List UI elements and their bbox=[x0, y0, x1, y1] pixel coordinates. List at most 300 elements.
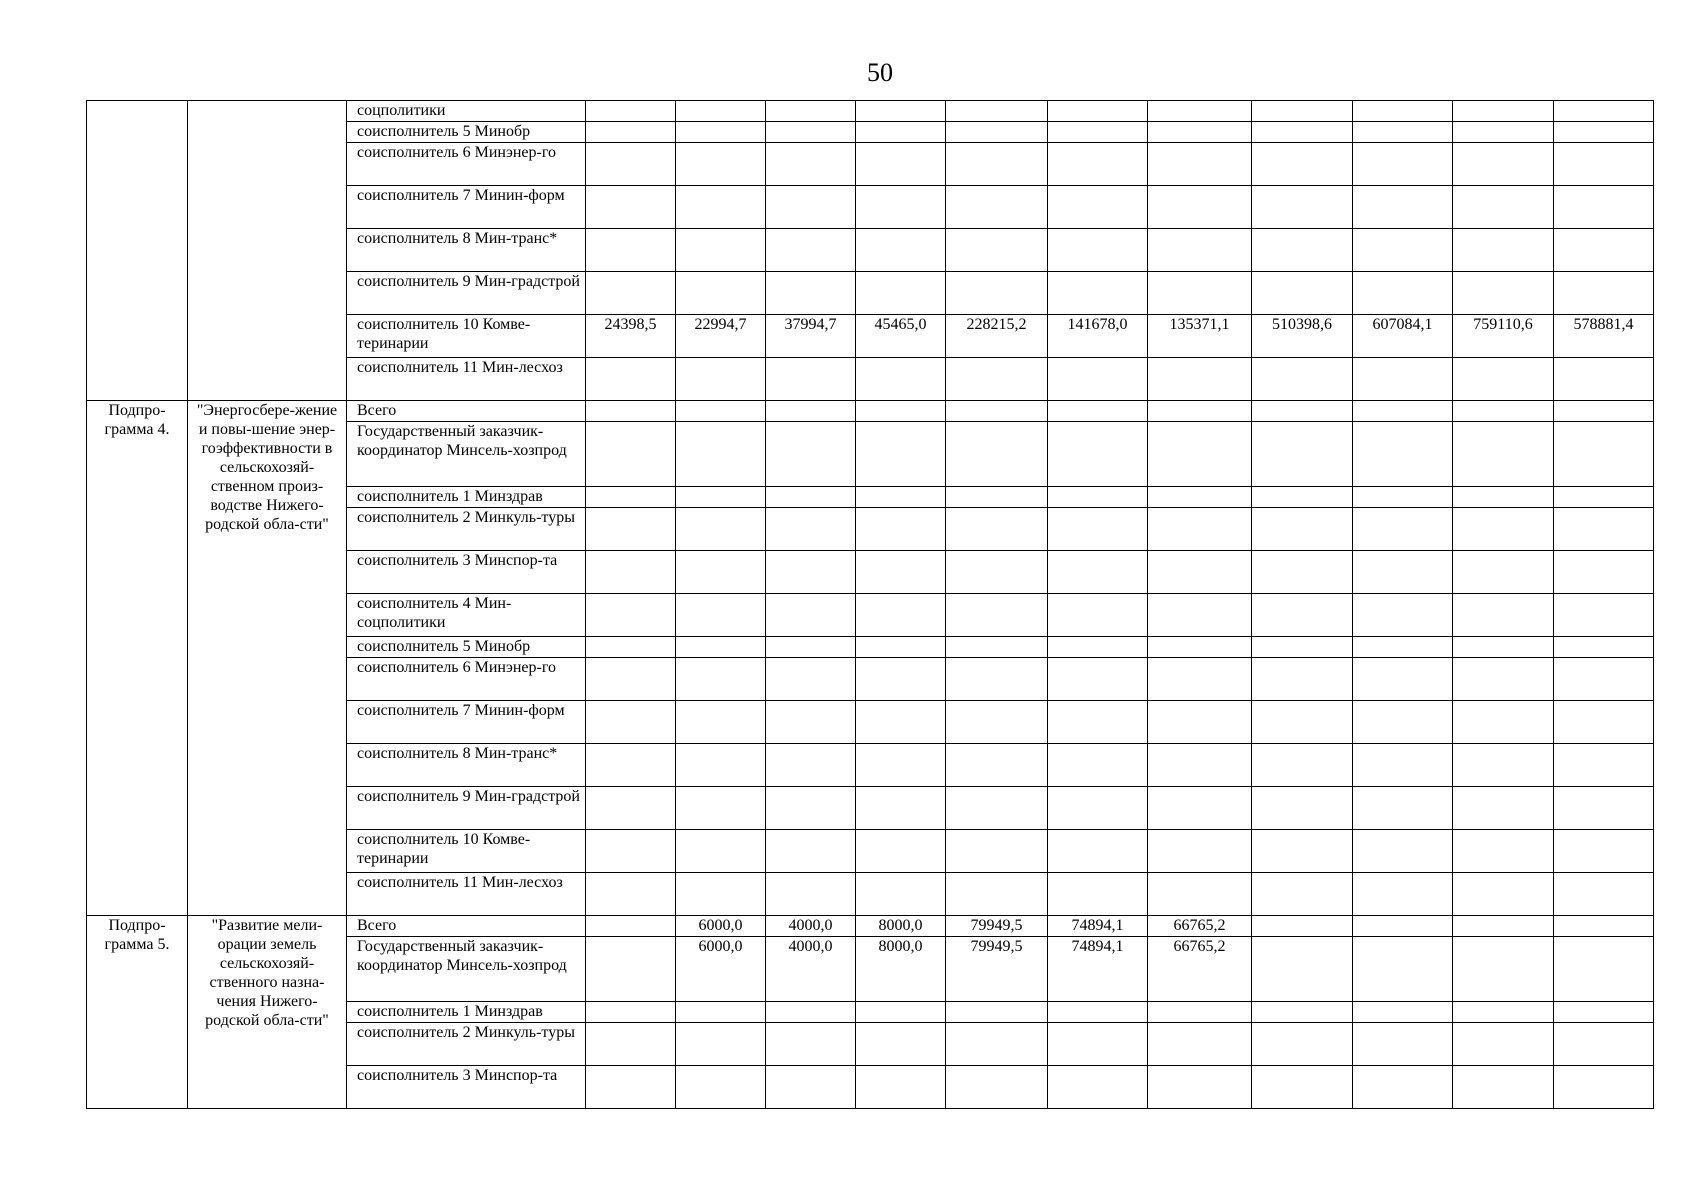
value-cell bbox=[676, 551, 766, 594]
value-cell bbox=[1353, 551, 1453, 594]
value-cell bbox=[1554, 594, 1654, 637]
value-cell: 141678,0 bbox=[1048, 315, 1148, 358]
value-cell bbox=[946, 744, 1048, 787]
value-cell bbox=[676, 1002, 766, 1023]
value-cell bbox=[946, 594, 1048, 637]
value-cell bbox=[1148, 143, 1252, 186]
value-cell bbox=[1353, 1002, 1453, 1023]
table-row bbox=[87, 916, 1654, 937]
value-cell bbox=[676, 787, 766, 830]
value-cell bbox=[676, 487, 766, 508]
value-cell bbox=[856, 1066, 946, 1109]
value-cell bbox=[1148, 487, 1252, 508]
value-cell bbox=[1353, 744, 1453, 787]
value-cell bbox=[766, 101, 856, 122]
value-cell bbox=[1148, 873, 1252, 916]
value-cell bbox=[1252, 916, 1353, 937]
value-cell bbox=[676, 358, 766, 401]
value-cell bbox=[1252, 594, 1353, 637]
value-cell bbox=[1252, 1023, 1353, 1066]
value-cell bbox=[1353, 358, 1453, 401]
value-cell: 8000,0 bbox=[856, 937, 946, 1002]
value-cell bbox=[1554, 658, 1654, 701]
value-cell bbox=[856, 701, 946, 744]
value-cell bbox=[1252, 1002, 1353, 1023]
executor-cell: соисполнитель 10 Комве-теринарии bbox=[347, 315, 586, 358]
value-cell bbox=[1148, 272, 1252, 315]
value-cell bbox=[1048, 401, 1148, 422]
value-cell bbox=[766, 787, 856, 830]
value-cell bbox=[856, 873, 946, 916]
value-cell bbox=[1252, 422, 1353, 487]
value-cell bbox=[586, 101, 676, 122]
value-cell: 24398,5 bbox=[586, 315, 676, 358]
value-cell bbox=[1554, 873, 1654, 916]
executor-cell: соисполнитель 9 Мин-градстрой bbox=[347, 787, 586, 830]
value-cell bbox=[1252, 1066, 1353, 1109]
value-cell bbox=[766, 272, 856, 315]
value-cell bbox=[586, 873, 676, 916]
value-cell bbox=[1048, 508, 1148, 551]
value-cell bbox=[1148, 229, 1252, 272]
value-cell bbox=[1148, 401, 1252, 422]
value-cell bbox=[1252, 358, 1353, 401]
value-cell bbox=[1148, 701, 1252, 744]
value-cell bbox=[1048, 701, 1148, 744]
value-cell bbox=[676, 401, 766, 422]
value-cell: 228215,2 bbox=[946, 315, 1048, 358]
value-cell bbox=[946, 229, 1048, 272]
executor-cell: соисполнитель 3 Минспор-та bbox=[347, 551, 586, 594]
value-cell bbox=[1353, 101, 1453, 122]
value-cell bbox=[1048, 101, 1148, 122]
value-cell bbox=[856, 272, 946, 315]
value-cell bbox=[1453, 143, 1554, 186]
value-cell bbox=[766, 551, 856, 594]
value-cell bbox=[1048, 830, 1148, 873]
value-cell bbox=[1353, 186, 1453, 229]
value-cell bbox=[586, 744, 676, 787]
value-cell bbox=[1453, 1002, 1554, 1023]
value-cell bbox=[676, 658, 766, 701]
value-cell: 45465,0 bbox=[856, 315, 946, 358]
value-cell bbox=[946, 1066, 1048, 1109]
value-cell bbox=[766, 358, 856, 401]
value-cell bbox=[1453, 272, 1554, 315]
table-row bbox=[87, 401, 1654, 422]
value-cell bbox=[1453, 744, 1554, 787]
value-cell bbox=[1048, 186, 1148, 229]
value-cell bbox=[1048, 358, 1148, 401]
value-cell bbox=[1554, 508, 1654, 551]
value-cell bbox=[766, 143, 856, 186]
value-cell bbox=[1048, 787, 1148, 830]
value-cell bbox=[1252, 873, 1353, 916]
value-cell bbox=[1148, 186, 1252, 229]
value-cell bbox=[586, 916, 676, 937]
value-cell bbox=[586, 830, 676, 873]
value-cell bbox=[1148, 422, 1252, 487]
value-cell bbox=[1453, 787, 1554, 830]
subprogram-number: Подпро-грамма 4. bbox=[87, 401, 188, 916]
value-cell bbox=[1048, 658, 1148, 701]
value-cell bbox=[1353, 401, 1453, 422]
value-cell bbox=[856, 508, 946, 551]
executor-cell: соисполнитель 11 Мин-лесхоз bbox=[347, 873, 586, 916]
value-cell bbox=[1252, 937, 1353, 1002]
value-cell bbox=[946, 401, 1048, 422]
value-cell bbox=[1353, 272, 1453, 315]
executor-cell: соисполнитель 5 Минобр bbox=[347, 122, 586, 143]
value-cell bbox=[1148, 744, 1252, 787]
value-cell bbox=[766, 1002, 856, 1023]
value-cell bbox=[1554, 229, 1654, 272]
value-cell bbox=[1048, 1002, 1148, 1023]
value-cell bbox=[856, 229, 946, 272]
value-cell: 6000,0 bbox=[676, 937, 766, 1002]
value-cell bbox=[1048, 744, 1148, 787]
value-cell bbox=[1554, 358, 1654, 401]
value-cell bbox=[1048, 143, 1148, 186]
value-cell bbox=[766, 744, 856, 787]
value-cell bbox=[766, 487, 856, 508]
value-cell bbox=[1353, 122, 1453, 143]
value-cell bbox=[1048, 1023, 1148, 1066]
value-cell bbox=[1353, 487, 1453, 508]
value-cell bbox=[946, 551, 1048, 594]
subprogram-number: Подпро-грамма 5. bbox=[87, 916, 188, 1109]
value-cell bbox=[1048, 272, 1148, 315]
value-cell bbox=[1453, 508, 1554, 551]
executor-cell: соисполнитель 10 Комве-теринарии bbox=[347, 830, 586, 873]
value-cell bbox=[946, 422, 1048, 487]
value-cell bbox=[1453, 358, 1554, 401]
executor-cell: Всего bbox=[347, 916, 586, 937]
value-cell: 510398,6 bbox=[1252, 315, 1353, 358]
value-cell bbox=[1453, 1066, 1554, 1109]
subprogram-title bbox=[188, 101, 347, 401]
value-cell bbox=[1252, 787, 1353, 830]
value-cell bbox=[1554, 101, 1654, 122]
value-cell bbox=[1252, 830, 1353, 873]
value-cell bbox=[856, 358, 946, 401]
value-cell bbox=[946, 487, 1048, 508]
value-cell bbox=[1048, 637, 1148, 658]
value-cell bbox=[586, 1023, 676, 1066]
value-cell bbox=[1148, 508, 1252, 551]
value-cell bbox=[586, 1002, 676, 1023]
value-cell bbox=[1353, 143, 1453, 186]
subprogram-number bbox=[87, 101, 188, 401]
value-cell bbox=[1252, 186, 1353, 229]
value-cell bbox=[946, 658, 1048, 701]
value-cell bbox=[766, 701, 856, 744]
value-cell bbox=[676, 830, 766, 873]
value-cell bbox=[856, 594, 946, 637]
value-cell bbox=[856, 1002, 946, 1023]
value-cell bbox=[1252, 637, 1353, 658]
value-cell bbox=[946, 787, 1048, 830]
value-cell bbox=[946, 830, 1048, 873]
value-cell bbox=[1048, 422, 1148, 487]
value-cell bbox=[946, 1002, 1048, 1023]
value-cell bbox=[946, 122, 1048, 143]
value-cell bbox=[1453, 830, 1554, 873]
value-cell bbox=[676, 143, 766, 186]
executor-cell: соисполнитель 2 Минкуль-туры bbox=[347, 508, 586, 551]
value-cell bbox=[1353, 916, 1453, 937]
value-cell: 759110,6 bbox=[1453, 315, 1554, 358]
value-cell bbox=[1252, 122, 1353, 143]
value-cell bbox=[766, 658, 856, 701]
value-cell bbox=[586, 594, 676, 637]
value-cell bbox=[1148, 358, 1252, 401]
executor-cell: соисполнитель 9 Мин-градстрой bbox=[347, 272, 586, 315]
value-cell bbox=[1048, 1066, 1148, 1109]
value-cell bbox=[766, 873, 856, 916]
value-cell bbox=[1554, 830, 1654, 873]
value-cell bbox=[1148, 594, 1252, 637]
value-cell bbox=[1554, 122, 1654, 143]
value-cell bbox=[586, 143, 676, 186]
value-cell bbox=[586, 487, 676, 508]
executor-cell: соисполнитель 4 Мин-соцполитики bbox=[347, 594, 586, 637]
value-cell bbox=[1453, 916, 1554, 937]
value-cell bbox=[676, 1066, 766, 1109]
value-cell bbox=[1554, 916, 1654, 937]
value-cell bbox=[766, 1023, 856, 1066]
executor-cell: соцполитики bbox=[347, 101, 586, 122]
value-cell bbox=[1252, 744, 1353, 787]
value-cell bbox=[1353, 594, 1453, 637]
value-cell bbox=[1453, 422, 1554, 487]
value-cell bbox=[676, 122, 766, 143]
value-cell bbox=[1353, 422, 1453, 487]
executor-cell: соисполнитель 8 Мин-транс* bbox=[347, 229, 586, 272]
value-cell bbox=[856, 1023, 946, 1066]
value-cell bbox=[856, 401, 946, 422]
executor-cell: соисполнитель 8 Мин-транс* bbox=[347, 744, 586, 787]
value-cell bbox=[586, 229, 676, 272]
value-cell bbox=[586, 551, 676, 594]
value-cell bbox=[586, 1066, 676, 1109]
value-cell bbox=[1453, 401, 1554, 422]
value-cell bbox=[1453, 551, 1554, 594]
value-cell bbox=[856, 101, 946, 122]
value-cell bbox=[586, 401, 676, 422]
value-cell bbox=[946, 101, 1048, 122]
executor-cell: соисполнитель 5 Минобр bbox=[347, 637, 586, 658]
value-cell bbox=[1554, 744, 1654, 787]
executor-cell: Государственный заказчик-координатор Минсель-хозпрод bbox=[347, 422, 586, 487]
value-cell bbox=[946, 272, 1048, 315]
value-cell bbox=[1148, 658, 1252, 701]
value-cell bbox=[1148, 1023, 1252, 1066]
value-cell bbox=[1252, 401, 1353, 422]
value-cell bbox=[676, 508, 766, 551]
value-cell bbox=[766, 594, 856, 637]
value-cell bbox=[1453, 1023, 1554, 1066]
value-cell bbox=[856, 744, 946, 787]
value-cell bbox=[856, 143, 946, 186]
budget-table bbox=[86, 100, 1654, 1109]
value-cell bbox=[1353, 787, 1453, 830]
value-cell bbox=[1252, 658, 1353, 701]
value-cell bbox=[1453, 937, 1554, 1002]
value-cell bbox=[1554, 1066, 1654, 1109]
value-cell bbox=[1148, 101, 1252, 122]
value-cell bbox=[1353, 1023, 1453, 1066]
value-cell bbox=[1353, 637, 1453, 658]
value-cell bbox=[1353, 830, 1453, 873]
table-row bbox=[87, 101, 1654, 122]
value-cell bbox=[946, 873, 1048, 916]
value-cell bbox=[1554, 1023, 1654, 1066]
value-cell bbox=[676, 229, 766, 272]
value-cell bbox=[586, 272, 676, 315]
value-cell bbox=[856, 186, 946, 229]
value-cell bbox=[946, 358, 1048, 401]
value-cell bbox=[1048, 873, 1148, 916]
value-cell bbox=[586, 701, 676, 744]
value-cell bbox=[1453, 701, 1554, 744]
value-cell bbox=[1554, 186, 1654, 229]
value-cell bbox=[766, 186, 856, 229]
value-cell bbox=[1453, 229, 1554, 272]
executor-cell: соисполнитель 7 Минин-форм bbox=[347, 186, 586, 229]
value-cell bbox=[586, 637, 676, 658]
value-cell bbox=[946, 701, 1048, 744]
value-cell bbox=[1554, 787, 1654, 830]
value-cell bbox=[1554, 272, 1654, 315]
value-cell bbox=[1252, 701, 1353, 744]
value-cell bbox=[1453, 101, 1554, 122]
value-cell bbox=[1554, 487, 1654, 508]
value-cell bbox=[1453, 637, 1554, 658]
value-cell bbox=[766, 830, 856, 873]
executor-cell: соисполнитель 1 Минздрав bbox=[347, 1002, 586, 1023]
value-cell bbox=[1453, 122, 1554, 143]
value-cell bbox=[586, 787, 676, 830]
value-cell bbox=[1353, 873, 1453, 916]
value-cell bbox=[586, 122, 676, 143]
value-cell bbox=[946, 143, 1048, 186]
page-number: 50 bbox=[867, 58, 893, 87]
value-cell bbox=[676, 873, 766, 916]
value-cell: 22994,7 bbox=[676, 315, 766, 358]
value-cell bbox=[946, 186, 1048, 229]
value-cell bbox=[946, 1023, 1048, 1066]
value-cell bbox=[946, 637, 1048, 658]
value-cell bbox=[676, 422, 766, 487]
value-cell bbox=[856, 637, 946, 658]
value-cell bbox=[856, 830, 946, 873]
value-cell bbox=[856, 122, 946, 143]
value-cell bbox=[1554, 637, 1654, 658]
subprogram-title: "Энергосбере-жение и повы-шение энер-гоэффективности в сельскохозяй-ственном произ-водстве Нижего-родской обла-сти" bbox=[188, 401, 347, 916]
value-cell bbox=[856, 551, 946, 594]
value-cell bbox=[766, 1066, 856, 1109]
value-cell bbox=[1252, 229, 1353, 272]
executor-cell: соисполнитель 6 Минэнер-го bbox=[347, 658, 586, 701]
value-cell bbox=[1148, 1002, 1252, 1023]
executor-cell: соисполнитель 3 Минспор-та bbox=[347, 1066, 586, 1109]
value-cell bbox=[1252, 487, 1353, 508]
value-cell bbox=[1554, 551, 1654, 594]
subprogram-title: "Развитие мели-орации земель сельскохозяй-ственного назна-чения Нижего-родской обла-сти" bbox=[188, 916, 347, 1109]
value-cell bbox=[1353, 1066, 1453, 1109]
value-cell bbox=[586, 358, 676, 401]
value-cell bbox=[1353, 701, 1453, 744]
value-cell bbox=[1252, 272, 1353, 315]
value-cell: 79949,5 bbox=[946, 916, 1048, 937]
value-cell bbox=[1148, 1066, 1252, 1109]
value-cell bbox=[1453, 873, 1554, 916]
value-cell: 135371,1 bbox=[1148, 315, 1252, 358]
value-cell bbox=[676, 744, 766, 787]
value-cell bbox=[676, 637, 766, 658]
value-cell: 6000,0 bbox=[676, 916, 766, 937]
executor-cell: соисполнитель 2 Минкуль-туры bbox=[347, 1023, 586, 1066]
value-cell bbox=[676, 1023, 766, 1066]
value-cell bbox=[946, 508, 1048, 551]
value-cell bbox=[1554, 401, 1654, 422]
value-cell bbox=[1252, 508, 1353, 551]
value-cell: 74894,1 bbox=[1048, 916, 1148, 937]
value-cell: 578881,4 bbox=[1554, 315, 1654, 358]
value-cell bbox=[1453, 594, 1554, 637]
executor-cell: Государственный заказчик-координатор Минсель-хозпрод bbox=[347, 937, 586, 1002]
value-cell bbox=[586, 186, 676, 229]
value-cell: 79949,5 bbox=[946, 937, 1048, 1002]
value-cell bbox=[1148, 787, 1252, 830]
value-cell: 74894,1 bbox=[1048, 937, 1148, 1002]
value-cell bbox=[676, 272, 766, 315]
value-cell bbox=[856, 787, 946, 830]
value-cell bbox=[676, 701, 766, 744]
value-cell bbox=[856, 487, 946, 508]
value-cell bbox=[856, 422, 946, 487]
value-cell bbox=[1353, 508, 1453, 551]
value-cell bbox=[676, 186, 766, 229]
value-cell bbox=[1554, 937, 1654, 1002]
value-cell bbox=[1353, 658, 1453, 701]
value-cell bbox=[1048, 487, 1148, 508]
value-cell bbox=[1148, 122, 1252, 143]
value-cell bbox=[1148, 637, 1252, 658]
value-cell bbox=[676, 101, 766, 122]
executor-cell: соисполнитель 11 Мин-лесхоз bbox=[347, 358, 586, 401]
value-cell: 4000,0 bbox=[766, 916, 856, 937]
value-cell: 4000,0 bbox=[766, 937, 856, 1002]
value-cell bbox=[766, 508, 856, 551]
value-cell bbox=[1453, 487, 1554, 508]
executor-cell: соисполнитель 1 Минздрав bbox=[347, 487, 586, 508]
executor-cell: соисполнитель 7 Минин-форм bbox=[347, 701, 586, 744]
value-cell bbox=[766, 422, 856, 487]
executor-cell: соисполнитель 6 Минэнер-го bbox=[347, 143, 586, 186]
value-cell bbox=[1252, 101, 1353, 122]
value-cell bbox=[1048, 551, 1148, 594]
value-cell bbox=[1554, 422, 1654, 487]
value-cell: 66765,2 bbox=[1148, 916, 1252, 937]
value-cell bbox=[1252, 143, 1353, 186]
value-cell: 8000,0 bbox=[856, 916, 946, 937]
value-cell bbox=[1453, 186, 1554, 229]
value-cell bbox=[676, 594, 766, 637]
value-cell: 37994,7 bbox=[766, 315, 856, 358]
executor-cell: Всего bbox=[347, 401, 586, 422]
